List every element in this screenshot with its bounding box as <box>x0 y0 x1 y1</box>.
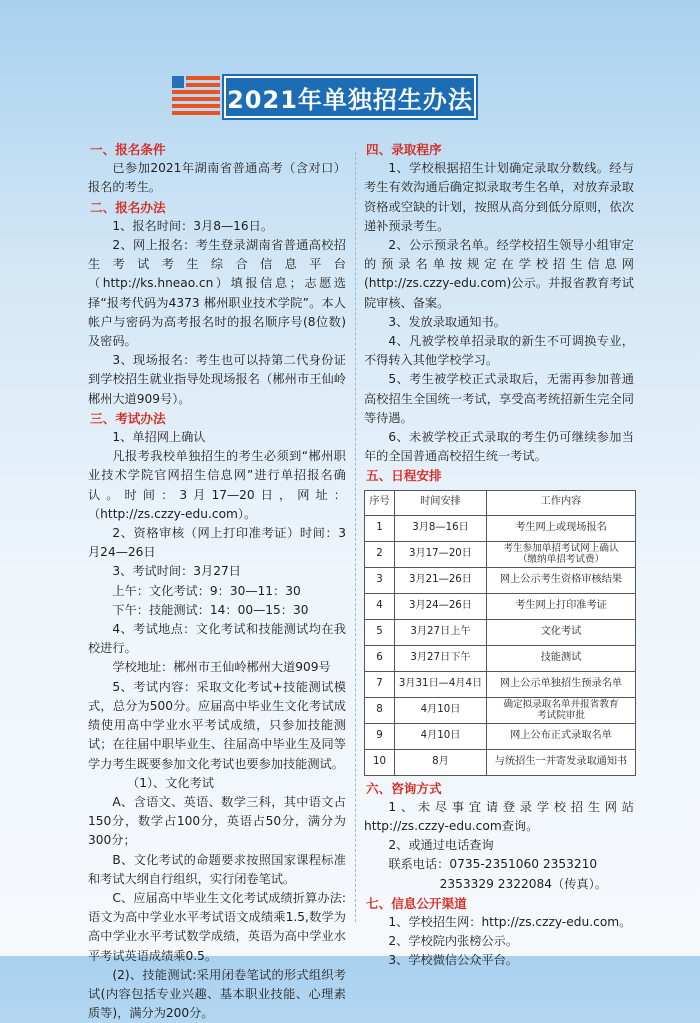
table-row <box>365 645 636 671</box>
table-cell-time: 3月27日下午 <box>395 645 487 671</box>
paragraph: 3、发放录取通知书。 <box>388 314 506 329</box>
table-cell-time: 3月17—20日 <box>395 541 487 567</box>
paragraph: 1、单招网上确认 <box>112 430 206 445</box>
paragraph: C、应届高中毕业生文化考试成绩折算办法:语文为高中学业水平考试语文成绩乘1.5,数学为高中学业水平考试数学成绩，英语为高中学业水平考试英语成绩乘0.5。 <box>88 890 346 963</box>
paragraph: 3、学校微信公众平台。 <box>388 953 519 968</box>
table-row <box>365 567 636 593</box>
table-cell-time: 4月10日 <box>395 697 487 723</box>
table-cell-work-line: （缴纳单招考试费） <box>517 554 605 566</box>
table-cell-time: 3月8—16日 <box>395 515 487 541</box>
page-title: 2021年单独招生办法 <box>224 76 476 118</box>
paragraph: 4、凡被学校单招录取的新生不可调换专业，不得转入其他学校学习。 <box>364 334 634 368</box>
paragraph: 5、考生被学校正式录取后，无需再参加普通高校招生全国统一考试，享受高考统招新生完全同等待遇。 <box>364 372 634 425</box>
table-cell-time: 3月27日上午 <box>395 619 487 645</box>
section-heading: 五、日程安排 <box>366 468 442 484</box>
table-header-cell: 时间安排 <box>395 490 487 515</box>
table-cell-work: 网上公布正式录取名单 <box>487 723 636 749</box>
table-cell-work <box>487 697 636 723</box>
table-header-cell: 序号 <box>365 490 395 515</box>
paragraph: 4、考试地点：文化考试和技能测试均在我校进行。 <box>88 622 346 656</box>
column-divider <box>355 152 357 922</box>
paragraph: 1、学校招生网：http://zs.czzy-edu.com。 <box>388 915 632 930</box>
table-cell-work <box>487 541 636 567</box>
paragraph: 3、考试时间：3月27日 <box>112 564 241 579</box>
table-cell-no: 10 <box>365 749 395 775</box>
table-cell-no: 4 <box>365 593 395 619</box>
section-heading: 六、咨询方式 <box>366 780 442 796</box>
section-heading: 七、信息公开渠道 <box>366 895 467 911</box>
section-heading: 三、考试办法 <box>90 410 166 426</box>
paragraph: 下午：技能测试：14：00—15：30 <box>112 602 309 617</box>
table-row <box>365 593 636 619</box>
paragraph: 5、考试内容：采取文化考试+技能测试模式，总分为500分。应届高中毕业生文化考试成绩使用高中学业水平考试成绩，只参加技能测试；在往届中职毕业生、往届高中毕业生及同等学力考生既要参加文化考试也要参加技能测试。 <box>88 679 346 771</box>
table-cell-work-line: 考试院审批 <box>537 710 585 722</box>
paragraph: 1、未尽事宜请登录学校招生网站http://zs.czzy-edu.com查询。 <box>364 799 634 834</box>
paragraph: 上午：文化考试：9：30—11：30 <box>112 583 301 598</box>
paragraph: 联系电话：0735-2351060 2353210 <box>388 857 598 872</box>
table-cell-no: 7 <box>365 671 395 697</box>
paragraph: 2353329 2322084（传真）。 <box>439 876 607 891</box>
table-cell-work-line: 考生参加单招考试网上确认 <box>503 542 619 554</box>
section-heading: 二、报名办法 <box>90 199 166 215</box>
table-cell-no: 9 <box>365 723 395 749</box>
table-cell-time: 3月31日—4月4日 <box>395 671 487 697</box>
table-header-row <box>365 490 636 515</box>
table-row <box>365 697 636 723</box>
table-cell-time: 8月 <box>395 749 487 775</box>
table-row <box>365 619 636 645</box>
paragraph: 6、未被学校正式录取的考生仍可继续参加当年的全国普通高校招生统一考试。 <box>364 430 634 464</box>
table-row <box>365 723 636 749</box>
paragraph: 学校地址：郴州市王仙岭郴州大道909号 <box>112 660 331 675</box>
table-cell-no: 3 <box>365 567 395 593</box>
paragraph: 1、报名时间：3月8—16日。 <box>112 218 274 233</box>
paragraph: 凡报考我校单独招生的考生必须到“郴州职业技术学院官网招生信息网”进行单招报名确认。时间：3月17—20日，网址：（http://zs.czzy-edu.com）。 <box>88 449 346 521</box>
table-cell-no: 8 <box>365 697 395 723</box>
table-cell-work: 网上公示单独招生预录名单 <box>487 671 636 697</box>
table-cell-time: 3月24—26日 <box>395 593 487 619</box>
table-cell-work-line: 确定拟录取名单并报省教育 <box>503 698 619 710</box>
table-row <box>365 671 636 697</box>
flag-icon <box>172 76 220 116</box>
table-cell-time: 3月21—26日 <box>395 567 487 593</box>
paragraph: 2、公示预录名单。经学校招生领导小组审定的预录名单按规定在学校招生信息网(http://zs.czzy-edu.com)公示。并报省教育考试院审核、备案。 <box>364 238 634 310</box>
right-column <box>364 140 634 971</box>
paragraph: 2、资格审核（网上打印准考证）时间：3月24—26日 <box>88 526 346 560</box>
table-cell-work: 网上公示考生资格审核结果 <box>487 567 636 593</box>
left-column <box>88 140 346 1023</box>
table-cell-work: 技能测试 <box>487 645 636 671</box>
table-row <box>365 749 636 775</box>
paragraph: 1、学校根据招生计划确定录取分数线。经与考生有效沟通后确定拟录取考生名单，对放弃录取资格或空缺的计划，按照从高分到低分原则，依次递补预录考生。 <box>364 161 634 233</box>
schedule-table <box>364 490 636 776</box>
table-cell-work: 文化考试 <box>487 619 636 645</box>
table-cell-no: 2 <box>365 541 395 567</box>
paragraph: （1）、文化考试 <box>127 775 214 790</box>
table-row <box>365 515 636 541</box>
paragraph: 2、或通过电话查询 <box>388 838 494 853</box>
paragraph: A、含语文、英语、数学三科，其中语文占150分，数学占100分，英语占50分，满分为300分； <box>88 794 346 848</box>
table-cell-no: 1 <box>365 515 395 541</box>
paragraph: B、文化考试的命题要求按照国家课程标准和考试大纲自行组织，实行闭卷笔试。 <box>88 852 346 886</box>
section-heading: 四、录取程序 <box>366 142 442 157</box>
paragraph: 已参加2021年湖南省普通高考（含对口）报名的考生。 <box>88 161 346 195</box>
table-cell-work: 考生网上打印准考证 <box>487 593 636 619</box>
paragraph: 2、学校院内张榜公示。 <box>388 934 519 949</box>
table-row <box>365 541 636 567</box>
table-header-cell: 工作内容 <box>487 490 636 515</box>
paragraph: (2)、技能测试:采用闭卷笔试的形式组织考试(内容包括专业兴趣、基本职业技能、心理素质等)，满分为200分。 <box>88 967 346 1021</box>
paragraph: 3、现场报名：考生也可以持第二代身份证到学校招生就业指导处现场报名（郴州市王仙岭郴州大道909号）。 <box>88 353 346 406</box>
paragraph: 2、网上报名：考生登录湖南省普通高校招生考试考生综合信息平台（http://ks.hneao.cn）填报信息；志愿选择“报考代码为4373 郴州职业技术学院”。本人帐户与密码为高考报名时的报名顺序号(8位数)及密码。 <box>88 238 346 349</box>
table-cell-no: 5 <box>365 619 395 645</box>
table-cell-time: 4月10日 <box>395 723 487 749</box>
table-cell-work: 考生网上或现场报名 <box>487 515 636 541</box>
table-cell-work: 与统招生一并寄发录取通知书 <box>487 749 636 775</box>
table-cell-no: 6 <box>365 645 395 671</box>
section-heading: 一、报名条件 <box>90 142 166 157</box>
